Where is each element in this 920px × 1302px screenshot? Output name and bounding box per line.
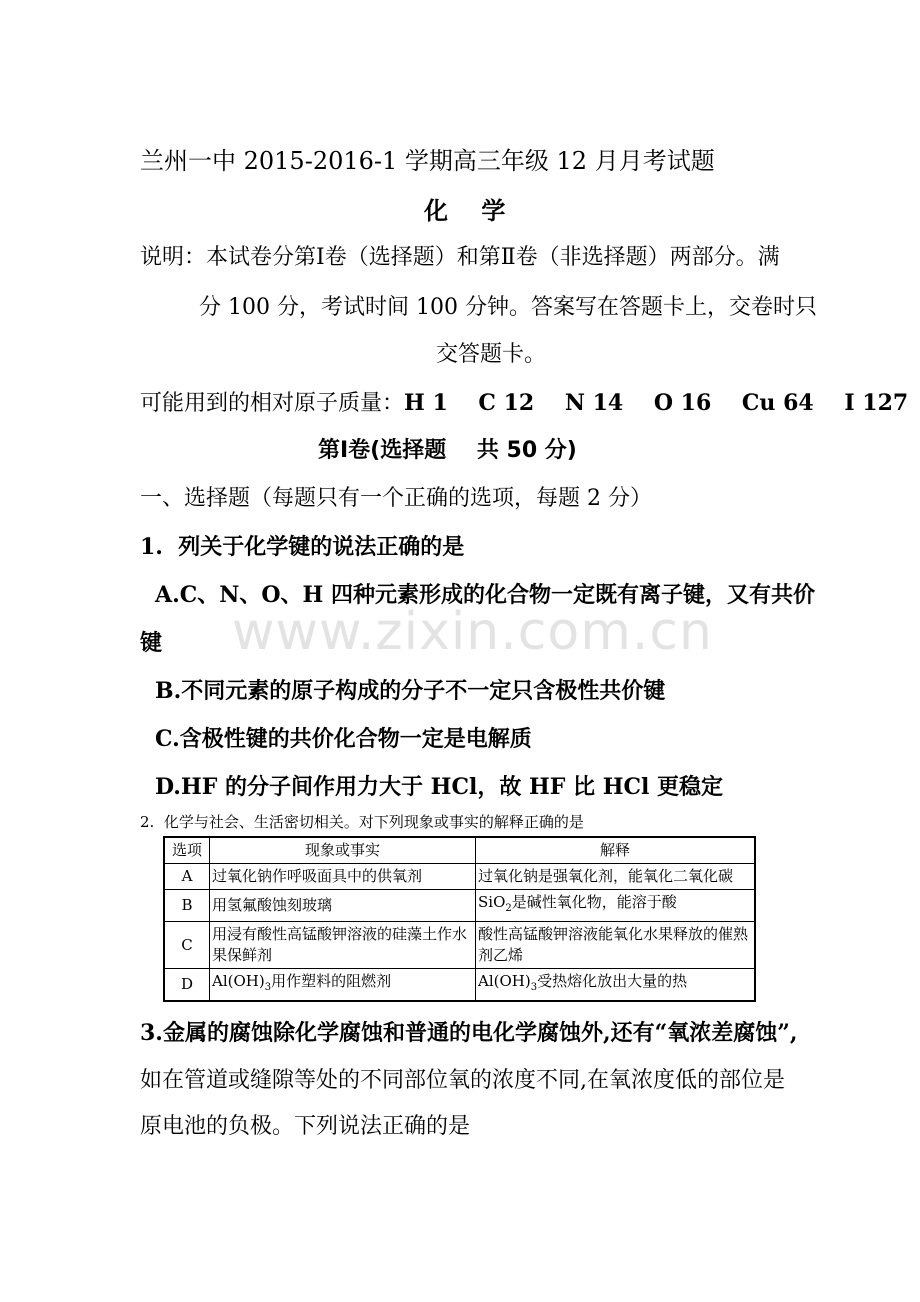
- row-explanation: 酸性高锰酸钾溶液能氧化水果释放的催熟剂乙烯: [476, 922, 756, 969]
- row-option: B: [164, 890, 210, 922]
- q2-table: [163, 836, 756, 1002]
- row-explanation: $Al(OH)_3$受热熔化放出大量的热: [476, 969, 756, 1002]
- instructions-line-2: 分 100 分，考试时间 100 分钟。答案写在答题卡上，交卷时只: [199, 295, 817, 320]
- instructions-line-3: 交答题卡。: [436, 342, 547, 367]
- header-option: 选项: [164, 837, 210, 864]
- q3-line-1: 3.金属的腐蚀除化学腐蚀和普通的电化学腐蚀外,还有“氧浓差腐蚀”,: [140, 1020, 798, 1046]
- atomic-masses: [140, 388, 908, 419]
- header-fact: 现象或事实: [210, 837, 476, 864]
- table-row: [164, 864, 755, 890]
- q3-line-2: 如在管道或缝隙等处的不同部位氧的浓度不同,在氧浓度低的部位是: [140, 1068, 785, 1093]
- section-title: 第Ⅰ卷(选择题 共 50 分): [318, 438, 577, 463]
- atomic-masses-label: 可能用到的相对原子质量：: [140, 391, 405, 416]
- row-fact: 用浸有酸性高锰酸钾溶液的硅藻土作水果保鲜剂: [210, 922, 476, 969]
- atomic-masses-values: H 1 C 12 N 14 O 16 Cu 64 I 127: [404, 390, 909, 416]
- q1-option-a-line2: 键: [140, 630, 163, 656]
- table-header-row: [164, 837, 755, 864]
- watermark: www.zixin.com.cn: [232, 602, 713, 662]
- row-fact: $Al(OH)_3$用作塑料的阻燃剂: [210, 969, 476, 1002]
- row-option: A: [164, 864, 210, 890]
- subject-title: 化 学: [424, 196, 506, 225]
- table-row: [164, 969, 755, 1002]
- instructions-line-1: 说明：本试卷分第Ⅰ卷（选择题）和第Ⅱ卷（非选择题）两部分。满: [140, 245, 780, 270]
- table-row: [164, 890, 755, 922]
- section-subtitle: 一、选择题（每题只有一个正确的选项，每题 2 分）: [140, 486, 652, 511]
- table-row: [164, 922, 755, 969]
- row-explanation: SiO$_2$是碱性氧化物，能溶于酸: [476, 890, 756, 922]
- q1-option-a-line1: A.C、N、O、H 四种元素形成的化合物一定既有离子键，又有共价: [155, 582, 815, 608]
- exam-title: 兰州一中 2015-2016-1 学期高三年级 12 月月考试题: [140, 147, 715, 175]
- header-explanation: 解释: [476, 837, 756, 864]
- row-option: D: [164, 969, 210, 1002]
- row-explanation: 过氧化钠是强氧化剂，能氧化二氧化碳: [476, 864, 756, 890]
- q1-stem: 1. 列关于化学键的说法正确的是: [140, 534, 465, 560]
- q1-option-d: D.HF 的分子间作用力大于 HCl，故 HF 比 HCl 更稳定: [155, 774, 724, 800]
- row-fact: 用氢氟酸蚀刻玻璃: [210, 890, 476, 922]
- q1-option-b: B.不同元素的原子构成的分子不一定只含极性共价键: [155, 678, 666, 704]
- q2-stem: 2. 化学与社会、生活密切相关。对下列现象或事实的解释正确的是: [140, 813, 584, 831]
- q3-line-3: 原电池的负极。下列说法正确的是: [140, 1114, 471, 1139]
- row-fact: 过氧化钠作呼吸面具中的供氧剂: [210, 864, 476, 890]
- q1-option-c: C.含极性键的共价化合物一定是电解质: [155, 726, 532, 752]
- row-option: C: [164, 922, 210, 969]
